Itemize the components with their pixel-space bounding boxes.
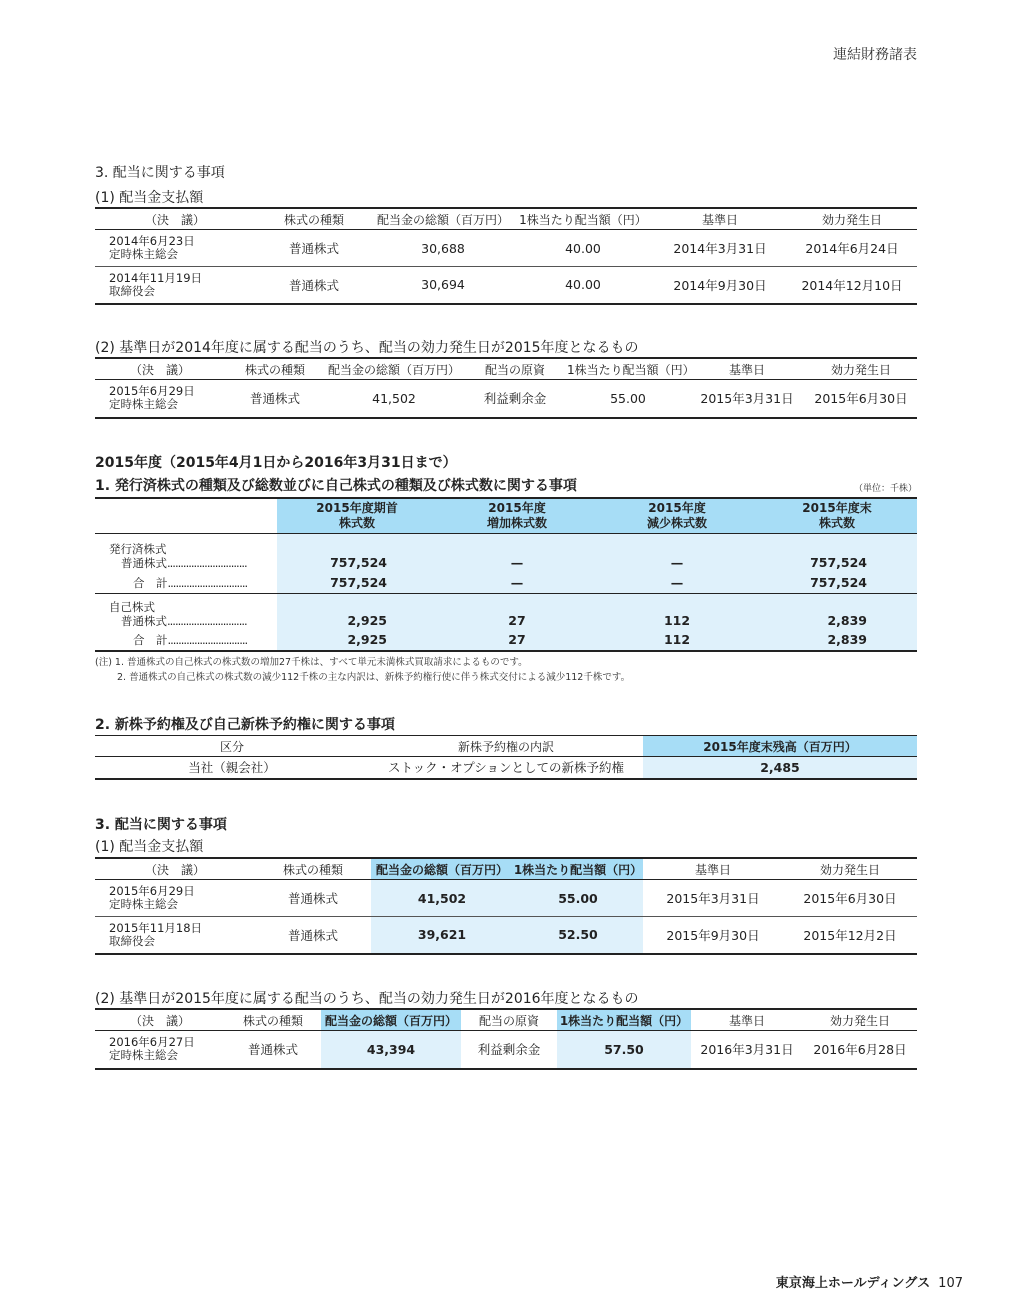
- col-resolution: （決 議）: [95, 858, 255, 880]
- col-share-type: 株式の種類: [225, 1009, 321, 1031]
- col-per-share: 1株当たり配当額（円）: [567, 358, 689, 380]
- col-begin-shares: 2015年度期首 株式数: [277, 498, 437, 534]
- dividend-source: 利益剰余金: [463, 380, 567, 418]
- record-date: 2014年9月30日: [653, 267, 787, 304]
- stock-rights-table: [95, 735, 917, 780]
- dividends-next-fy-table-2014: [95, 357, 917, 419]
- col-per-share: 1株当たり配当額（円）: [513, 208, 653, 230]
- per-share: 55.00: [567, 380, 689, 418]
- col-effective-date: 効力発生日: [803, 1009, 917, 1031]
- share-type: 普通株式: [225, 380, 325, 418]
- total-dividend: 30,688: [373, 230, 513, 267]
- col-source: 配当の原資: [461, 1009, 557, 1031]
- resolution-date: 2014年11月19日: [109, 270, 203, 285]
- balance: 2,485: [643, 757, 917, 779]
- heading-dividends-2015: 3. 配当に関する事項: [95, 817, 227, 833]
- treasury-label-cell: 自己株式 普通株式..............................: [95, 594, 277, 630]
- col-effective-date: 効力発生日: [783, 858, 917, 880]
- total-dividend: 41,502: [371, 880, 513, 917]
- issued-total-increase: —: [437, 573, 597, 594]
- treasury-begin: 2,925: [347, 612, 387, 628]
- shares-table: [95, 497, 917, 652]
- record-date: 2016年3月31日: [691, 1031, 803, 1069]
- section-title: 連結財務諸表: [833, 47, 917, 63]
- issued-begin: 757,524: [330, 554, 387, 570]
- resolution-body: 定時株主総会: [109, 897, 178, 911]
- col-total-dividend: 配当金の総額（百万円）: [321, 1009, 461, 1031]
- header-blank: [95, 498, 277, 534]
- treasury-total-increase: 27: [437, 630, 597, 651]
- issued-total-label: 合 計: [133, 575, 168, 590]
- treasury-shares-label: 自己株式: [109, 599, 155, 614]
- col-record-date: 基準日: [653, 208, 787, 230]
- table-row: [95, 757, 917, 779]
- resolution-date: 2015年11月18日: [109, 920, 203, 935]
- heading-dividends-paid: (1) 配当金支払額: [95, 190, 204, 206]
- unit-label: （単位：千株）: [853, 484, 917, 494]
- table-row: [95, 1031, 917, 1069]
- issued-total-decrease: —: [597, 573, 757, 594]
- note-2: 2. 普通株式の自己株式の株式数の減少112千株の主な内訳は、新株予約権行使に伴う株式交付による減少112千株です。: [117, 672, 631, 683]
- col-share-type: 株式の種類: [225, 358, 325, 380]
- col-resolution: （決 議）: [95, 358, 225, 380]
- record-date: 2015年3月31日: [689, 380, 805, 418]
- dividend-source: 利益剰余金: [461, 1031, 557, 1069]
- treasury-decrease: 112: [597, 594, 757, 630]
- col-effective-date: 効力発生日: [787, 208, 917, 230]
- col-effective-date: 効力発生日: [805, 358, 917, 380]
- total-dividend: 30,694: [373, 267, 513, 304]
- table-row: [95, 917, 917, 954]
- effective-date: 2015年6月30日: [783, 880, 917, 917]
- col-source: 配当の原資: [463, 358, 567, 380]
- issued-end: 757,524: [810, 554, 867, 570]
- issued-decrease: —: [597, 534, 757, 573]
- resolution-body: 取締役会: [109, 283, 155, 298]
- effective-date: 2014年6月24日: [787, 230, 917, 267]
- common-stock-label: 普通株式: [121, 556, 167, 571]
- resolution-body: 取締役会: [109, 933, 155, 948]
- col-resolution: （決 議）: [95, 208, 255, 230]
- per-share: 55.00: [513, 880, 643, 917]
- total-dividend: 41,502: [325, 380, 463, 418]
- effective-date: 2015年6月30日: [805, 380, 917, 418]
- share-type: 普通株式: [225, 1031, 321, 1069]
- dividends-paid-table-2015: [95, 857, 917, 955]
- heading-dividends-next-fy-2015: (2) 基準日が2015年度に属する配当のうち、配当の効力発生日が2016年度となるもの: [95, 991, 639, 1007]
- page-number: 107: [938, 1276, 963, 1291]
- table-header-row: [95, 1009, 917, 1031]
- col-record-date: 基準日: [691, 1009, 803, 1031]
- per-share: 57.50: [557, 1031, 691, 1069]
- table-row: [95, 880, 917, 917]
- col-share-type: 株式の種類: [255, 208, 373, 230]
- col-total-dividend: 配当金の総額（百万円）: [371, 858, 513, 880]
- total-dividend: 43,394: [321, 1031, 461, 1069]
- table-row: [95, 267, 917, 304]
- table-header-row: [95, 498, 917, 534]
- table-row: [95, 230, 917, 267]
- col-decrease: 2015年度 減少株式数: [597, 498, 757, 534]
- resolution-date: 2014年6月23日: [109, 234, 195, 248]
- col-record-date: 基準日: [643, 858, 783, 880]
- col-per-share: 1株当たり配当額（円）: [513, 858, 643, 880]
- heading-stock-rights: 2. 新株予約権及び自己新株予約権に関する事項: [95, 717, 395, 733]
- table-row: [95, 534, 917, 573]
- total-dividend: 39,621: [371, 917, 513, 954]
- col-total-dividend: 配当金の総額（百万円）: [373, 208, 513, 230]
- col-total-dividend: 配当金の総額（百万円）: [325, 358, 463, 380]
- treasury-increase: 27: [437, 594, 597, 630]
- per-share: 52.50: [513, 917, 643, 954]
- col-increase: 2015年度 増加株式数: [437, 498, 597, 534]
- issued-label-cell: 発行済株式 普通株式..............................: [95, 534, 277, 573]
- resolution-date: 2015年6月29日: [109, 384, 195, 399]
- share-type: 普通株式: [255, 880, 371, 917]
- share-type: 普通株式: [255, 917, 371, 954]
- col-category: 区分: [95, 736, 369, 757]
- col-end-shares: 2015年度末 株式数: [757, 498, 917, 534]
- table-header-row: [95, 858, 917, 880]
- issued-shares-label: 発行済株式: [109, 542, 167, 557]
- table-header-row: [95, 358, 917, 380]
- table-header-row: [95, 208, 917, 230]
- col-per-share: 1株当たり配当額（円）: [557, 1009, 691, 1031]
- share-type: 普通株式: [255, 267, 373, 304]
- resolution-date: 2016年6月27日: [109, 1035, 195, 1050]
- heading-dividends-paid-2015: (1) 配当金支払額: [95, 839, 204, 855]
- treasury-end: 2,839: [827, 612, 867, 628]
- resolution-body: 定時株主総会: [109, 1048, 178, 1063]
- col-resolution: （決 議）: [95, 1009, 225, 1031]
- heading-dividends-next-fy: (2) 基準日が2014年度に属する配当のうち、配当の効力発生日が2015年度となるもの: [95, 340, 639, 356]
- effective-date: 2016年6月28日: [803, 1031, 917, 1069]
- dividends-paid-table-2014: [95, 207, 917, 305]
- record-date: 2015年9月30日: [643, 917, 783, 954]
- col-share-type: 株式の種類: [255, 858, 371, 880]
- fy2015-title: 2015年度（2015年4月1日から2016年3月31日まで）: [95, 455, 457, 471]
- heading-shares: 1. 発行済株式の種類及び総数並びに自己株式の種類及び株式数に関する事項: [95, 478, 577, 494]
- table-row: [95, 594, 917, 630]
- resolution-date: 2015年6月29日: [109, 884, 195, 898]
- heading-dividends: 3. 配当に関する事項: [95, 165, 225, 181]
- per-share: 40.00: [513, 267, 653, 304]
- issued-total-end: 757,524: [810, 575, 867, 591]
- breakdown: ストック・オプションとしての新株予約権: [369, 757, 643, 779]
- effective-date: 2015年12月2日: [783, 917, 917, 954]
- category: 当社（親会社）: [95, 757, 369, 779]
- effective-date: 2014年12月10日: [787, 267, 917, 304]
- resolution-body: 定時株主総会: [109, 247, 178, 261]
- table-row: [95, 380, 917, 418]
- col-breakdown: 新株予約権の内訳: [369, 736, 643, 757]
- col-balance: 2015年度末残高（百万円）: [643, 736, 917, 757]
- company-name: 東京海上ホールディングス: [775, 1276, 931, 1291]
- table-header-row: [95, 736, 917, 757]
- treasury-total-decrease: 112: [597, 630, 757, 651]
- common-stock-label: 普通株式: [121, 613, 167, 628]
- resolution-body: 定時株主総会: [109, 397, 178, 412]
- share-type: 普通株式: [255, 230, 373, 267]
- footer: [776, 1272, 963, 1291]
- treasury-total-end: 2,839: [827, 632, 867, 647]
- dividends-next-fy-table-2015: [95, 1008, 917, 1070]
- record-date: 2015年3月31日: [643, 880, 783, 917]
- table-row: 合 計.............................. 757,524 — — 757,524: [95, 573, 917, 594]
- treasury-total-label: 合 計: [133, 632, 168, 647]
- table-row: 合 計.............................. 2,925 27 112 2,839: [95, 630, 917, 651]
- note-1: (注) 1. 普通株式の自己株式の株式数の増加27千株は、すべて単元未満株式買取請求によるものです。: [95, 657, 528, 668]
- record-date: 2014年3月31日: [653, 230, 787, 267]
- issued-increase: —: [437, 534, 597, 573]
- treasury-total-begin: 2,925: [347, 632, 387, 647]
- per-share: 40.00: [513, 230, 653, 267]
- issued-total-begin: 757,524: [330, 575, 387, 591]
- col-record-date: 基準日: [689, 358, 805, 380]
